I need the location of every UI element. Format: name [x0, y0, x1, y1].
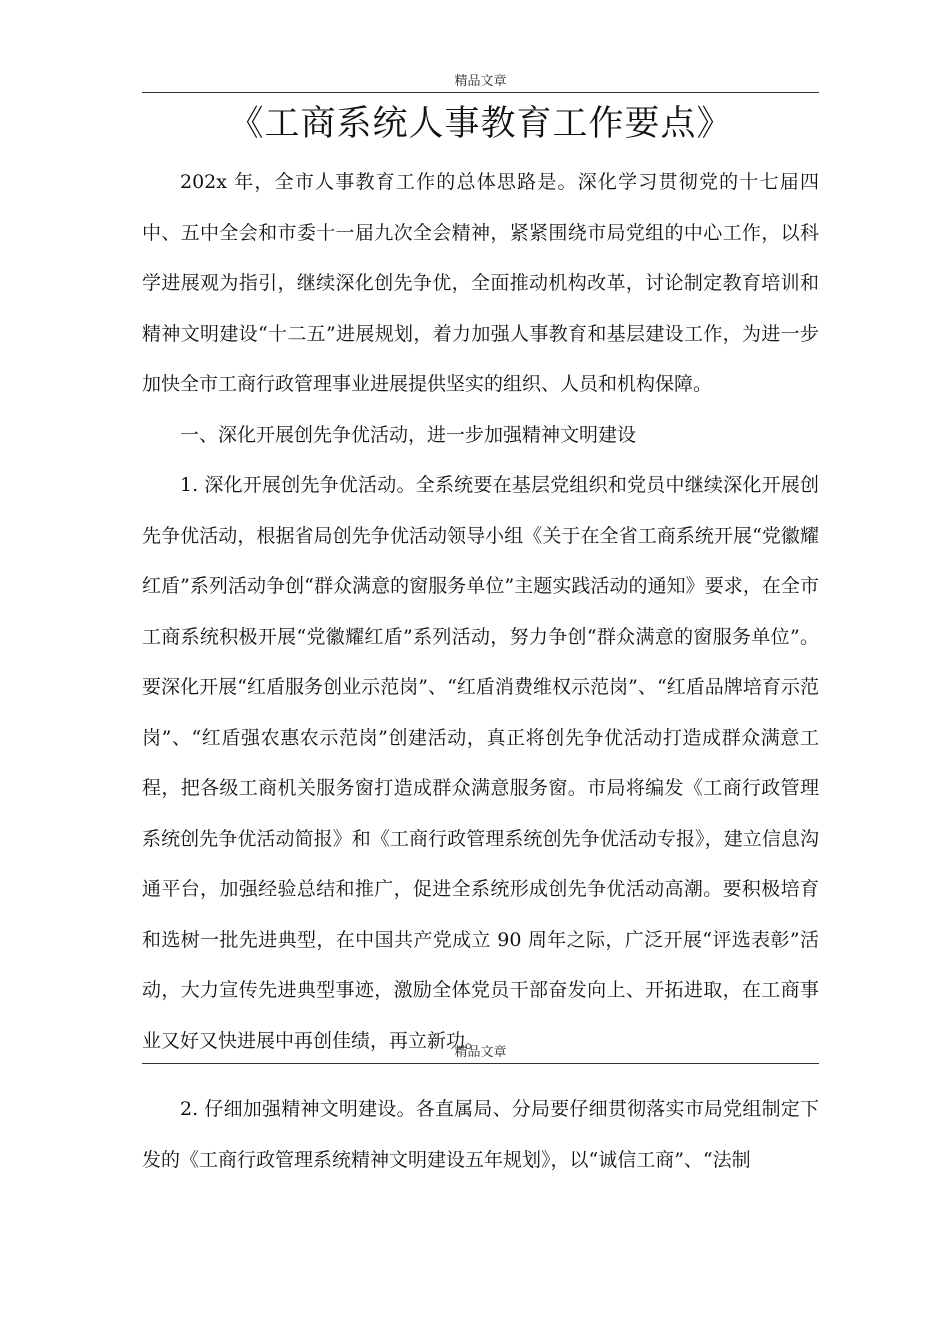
document-body: [142, 157, 819, 1066]
page-footer-label: 精品文章: [454, 1045, 507, 1060]
section-heading-1: 一、深化开展创先争优活动，进一步加强精神文明建设: [180, 423, 637, 446]
paragraph-item-2: 2. 仔细加强精神文明建设。各直属局、分局要仔细贯彻落实市局党组制定下发的《工商行政管理系统精神文明建设五年规划》，以“诚信工商”、“法制: [142, 1098, 819, 1171]
paragraph-item-1: 1. 深化开展创先争优活动。全系统要在基层党组织和党员中继续深化开展创先争优活动，根据省局创先争优活动领导小组《关于在全省工商系统开展“党徽耀红盾”系列活动争创“群众满意的窗服务单位”主题实践活动的通知》要求，在全市工商系统积极开展“党徽耀红盾”系列活动，努力争创“群众满意的窗服务单位”。要深化开展“红盾服务创业示范岗”、“红盾消费维权示范岗”、“红盾品牌培育示范岗”、“红盾强农惠农示范岗”创建活动，真正将创先争优活动打造成群众满意工程，把各级工商机关服务窗打造成群众满意服务窗。市局将编发《工商行政管理系统创先争优活动简报》和《工商行政管理系统创先争优活动专报》，建立信息沟通平台，加强经验总结和推广，促进全系统形成创先争优活动高潮。要积极培育和选树一批先进典型，在中国共产党成立 90 周年之际，广泛开展“评选表彰”活动，大力宣传先进典型事迹，激励全体党员干部奋发向上、开拓进取，在工商事业又好又快进展中再创佳绩，再立新功。: [142, 474, 819, 1052]
document-body-next-page: [142, 1084, 819, 1185]
document-title: 《工商系统人事教育工作要点》: [228, 104, 733, 144]
page-footer: [142, 1045, 819, 1064]
paragraph-intro: 202x 年，全市人事教育工作的总体思路是。深化学习贯彻党的十七届四中、五中全会和市委十一届九次全会精神，紧紧围绕市局党组的中心工作，以科学进展观为指引，继续深化创先争优，全面推动机构改革，讨论制定教育培训和精神文明建设“十二五”进展规划，着力加强人事教育和基层建设工作，为进一步加快全市工商行政管理事业进展提供坚实的组织、人员和机构保障。: [142, 171, 819, 395]
page-header: [142, 74, 819, 93]
page-header-label: 精品文章: [454, 74, 507, 89]
